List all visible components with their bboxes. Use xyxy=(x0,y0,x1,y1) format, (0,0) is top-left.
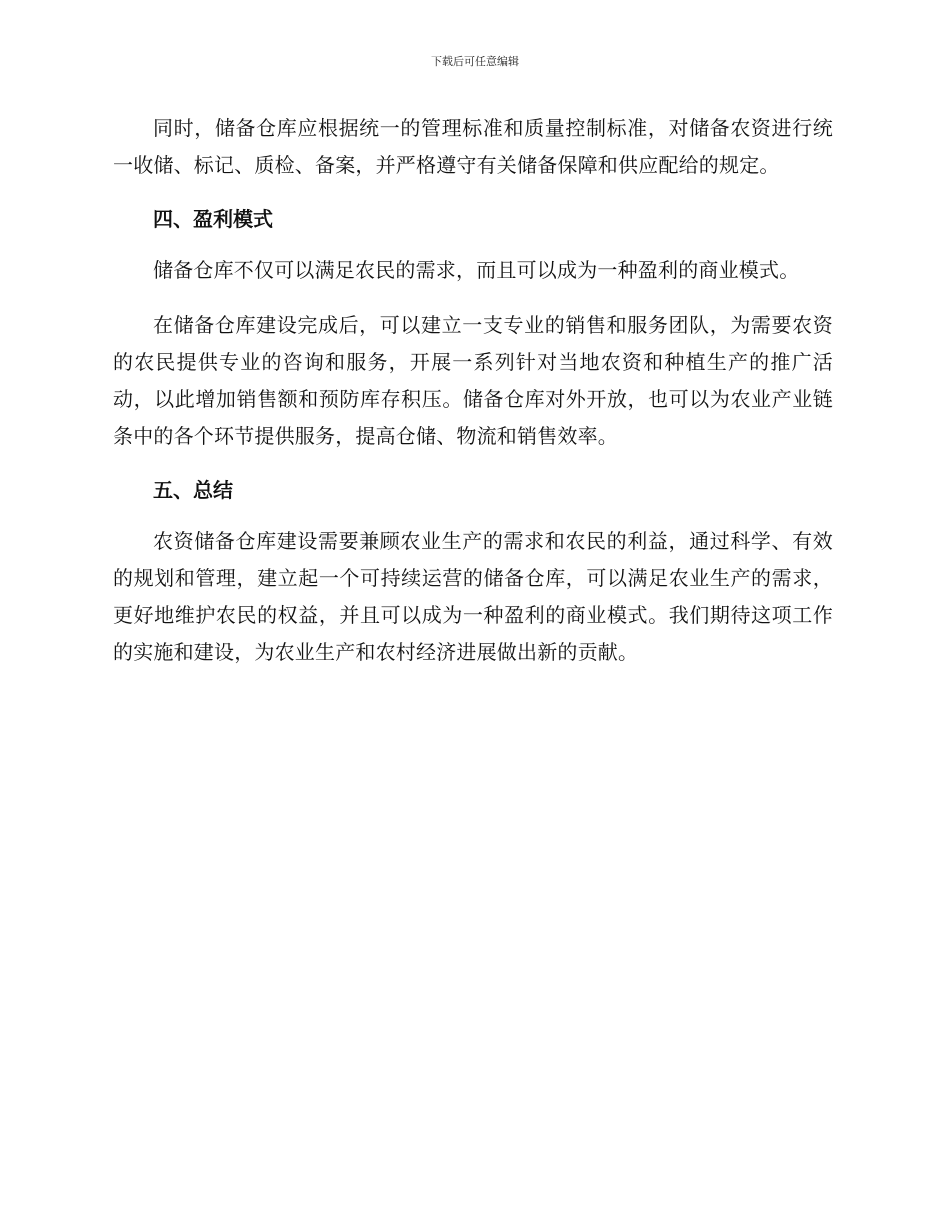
section-heading-summary: 五、总结 xyxy=(153,478,233,502)
summary-paragraph: 农资储备仓库建设需要兼顾农业生产的需求和农民的利益，通过科学、有效的规划和管理，建立起一个可持续运营的储备仓库，可以满足农业生产的需求，更好地维护农民的权益，并且可以成为一种盈利的商业模式。我们期待这项工作的实施和建设，为农业生产和农村经济进展做出新的贡献。 xyxy=(113,529,833,664)
section-heading-profit-model: 四、盈利模式 xyxy=(153,207,273,231)
intro-paragraph: 同时，储备仓库应根据统一的管理标准和质量控制标准，对储备农资进行统一收储、标记、质检、备案，并严格遵守有关储备保障和供应配给的规定。 xyxy=(113,116,833,177)
profit-paragraph-2: 在储备仓库建设完成后，可以建立一支专业的销售和服务团队，为需要农资的农民提供专业的咨询和服务，开展一系列针对当地农资和种植生产的推广活动，以此增加销售额和预防库存积压。储备仓库对外开放，也可以为农业产业链条中的各个环节提供服务，提高仓储、物流和销售效率。 xyxy=(113,313,833,448)
profit-paragraph-1: 储备仓库不仅可以满足农民的需求，而且可以成为一种盈利的商业模式。 xyxy=(153,258,800,282)
page-header: 下载后可任意编辑 xyxy=(431,55,519,68)
document-body xyxy=(113,110,833,689)
